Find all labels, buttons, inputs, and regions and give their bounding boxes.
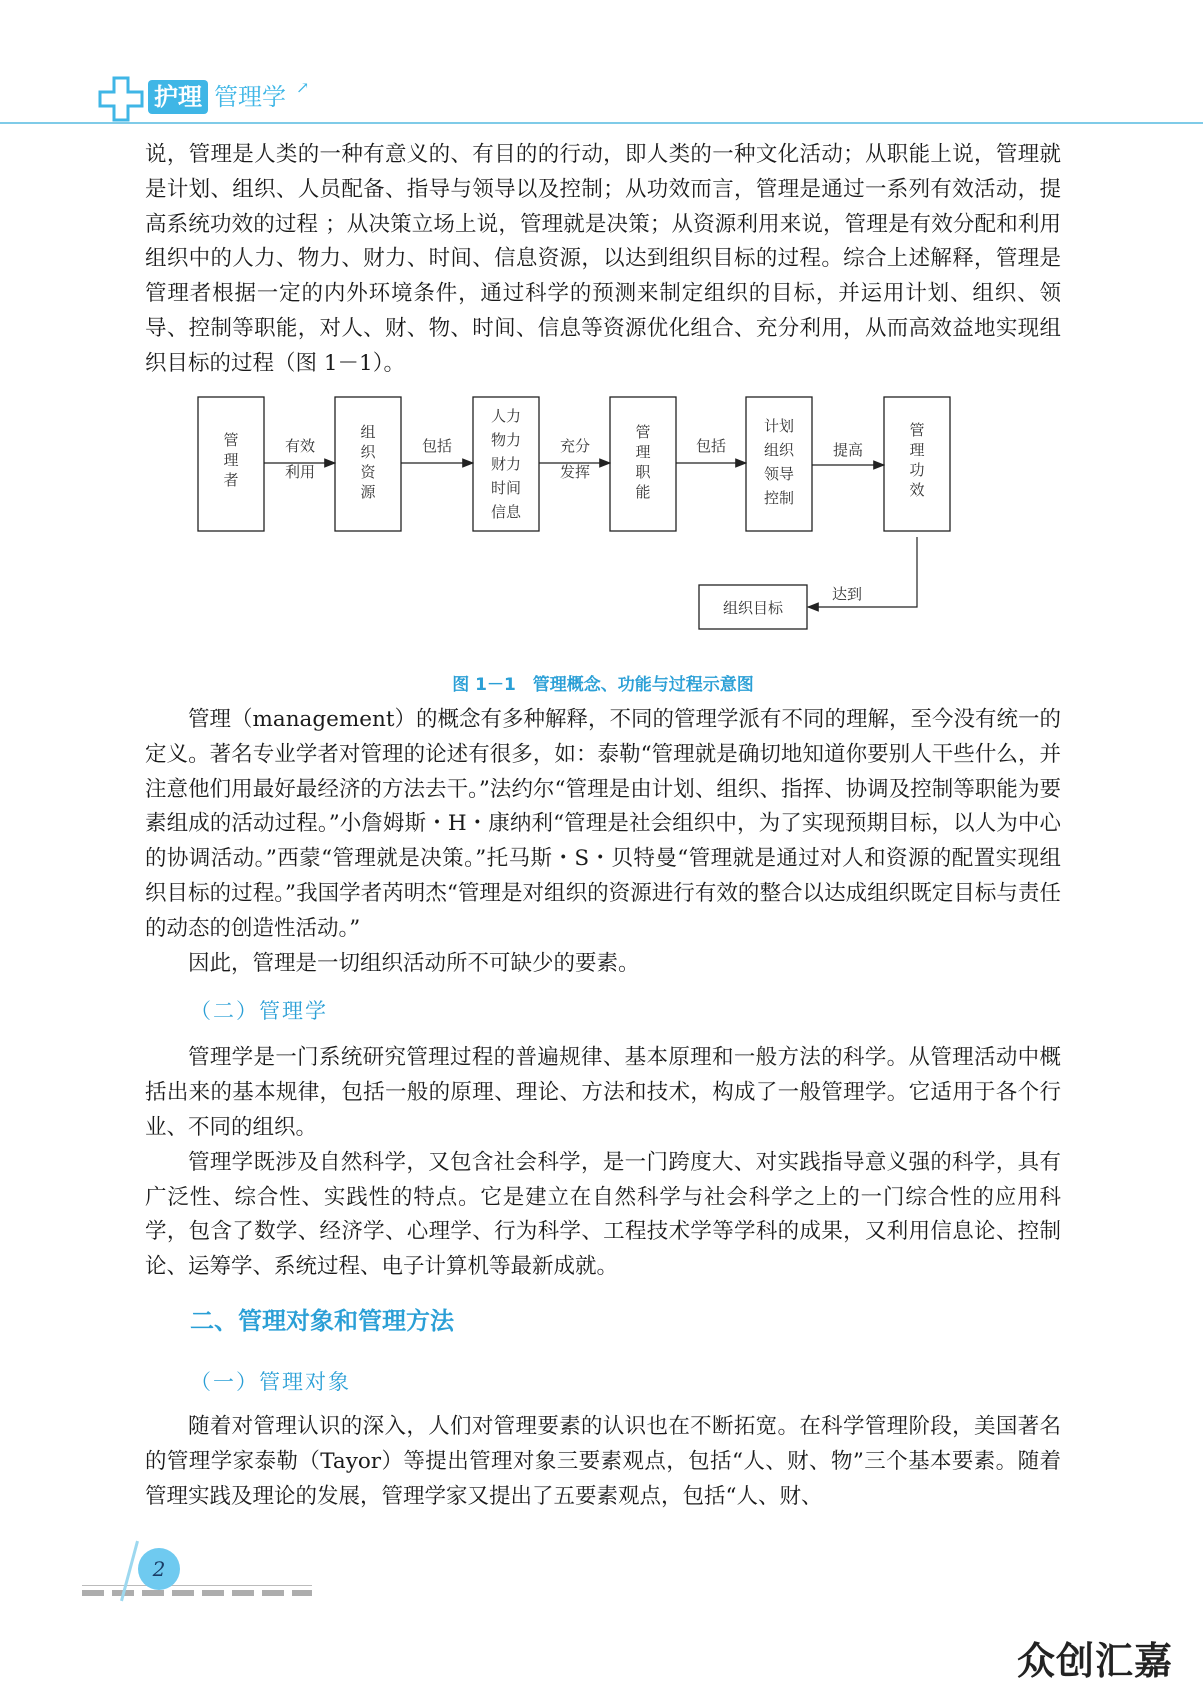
svg-text:管: 管: [635, 423, 651, 441]
header-divider: [0, 122, 1203, 124]
svg-text:领导: 领导: [763, 465, 795, 483]
paragraph-management-elements: 随着对管理认识的深入，人们对管理要素的认识也在不断拓宽。在科学管理阶段，美国著名的管理学家泰勒（Tayor）等提出管理对象三要素观点，包括“人、财、物”三个基本要素。随着管理实践及理论的发展，管理学家又提出了五要素观点，包括“人、财、: [145, 1413, 1061, 1509]
svg-text:织: 织: [360, 443, 376, 461]
subheading-management-objects: （一）管理对象: [190, 1369, 351, 1394]
series-label: 护理: [148, 80, 208, 114]
svg-text:组: 组: [360, 423, 376, 441]
box-org-goal-label: 组织目标: [722, 599, 784, 617]
svg-text:管: 管: [909, 421, 925, 439]
svg-text:信息: 信息: [490, 503, 522, 521]
arrow-2-label: 包括: [421, 437, 453, 455]
svg-text:能: 能: [635, 483, 651, 501]
svg-text:理: 理: [909, 441, 925, 459]
box-manager-char2: 理: [223, 451, 239, 469]
paragraph-definitions-quotes: 管理（management）的概念有多种解释，不同的管理学派有不同的理解，至今没有统一的定义。著名专业学者对管理的论述有很多，如：泰勒“管理就是确切地知道你要别人干些什么，并注意他们用最好最经济的方法去干。”法约尔“管理是由计划、组织、指挥、协调及控制等职能为要素组成的活动过程。”小詹姆斯・H・康纳利“管理是社会组织中，为了实现预期目标，以人为中心的协调活动。”西蒙“管理就是决策。”托马斯・S・贝特曼“管理就是通过对人和资源的配置实现组织目标的过程。”我国学者芮明杰“管理是对组织的资源进行有效的整合以达成组织既定目标与责任的动态的创造性活动。”: [145, 707, 1061, 941]
figure-caption: 图 1－1 管理概念、功能与过程示意图: [452, 675, 754, 695]
body-text-bottom: [145, 703, 1061, 1514]
footer-rule: [82, 1585, 312, 1586]
box-manager-char1: 管: [223, 431, 239, 449]
arrow-1-label-line2: 利用: [284, 463, 316, 481]
paragraph-conclusion: 因此，管理是一切组织活动所不可缺少的要素。: [188, 950, 640, 976]
svg-text:时间: 时间: [490, 479, 522, 497]
svg-text:效: 效: [909, 481, 925, 499]
svg-text:财力: 财力: [490, 455, 522, 473]
book-title: 管理学: [214, 83, 286, 111]
box-manager-char3: 者: [223, 471, 239, 489]
arrow-6-label: 达到: [831, 585, 863, 603]
management-process-diagram: [185, 385, 1025, 650]
arrow-6: [808, 537, 917, 607]
section-heading-objects-methods: 二、管理对象和管理方法: [190, 1306, 454, 1335]
subheading-management-science: （二）管理学: [190, 999, 328, 1024]
paragraph-management-science: 管理学是一门系统研究管理过程的普遍规律、基本原理和一般方法的科学。从管理活动中概括出来的基本规律，包括一般的原理、理论、方法和技术，构成了一般管理学。它适用于各个行业、不同的组织。: [145, 1045, 1061, 1140]
page-number: 2: [138, 1548, 180, 1590]
body-text-top: [145, 138, 1061, 382]
paragraph-definition: 说，管理是人类的一种有意义的、有目的的行动，即人类的一种文化活动；从职能上说，管理就是计划、组织、人员配备、指导与领导以及控制；从功效而言，管理是通过一系列有效活动，提高系统功效的过程 ；从决策立场上说，管理就是决策；从资源利用来说，管理是有效分配和利用组织中的人力、物力、财力、时间、信息资源，以达到组织目标的过程。综合上述解释，管理是管理者根据一定的内外环境条件，通过科学的预测来制定组织的目标，并运用计划、组织、领导、控制等职能，对人、财、物、时间、信息等资源优化组合、充分利用，从而高效益地实现组织目标的过程（图 1－1）。: [145, 142, 1061, 376]
arrow-3-label-line2: 发挥: [559, 463, 591, 481]
page-header: [0, 60, 1203, 130]
svg-text:人力: 人力: [490, 407, 522, 425]
page-footer: [0, 1540, 1203, 1600]
arrow-1-label-line1: 有效: [284, 437, 316, 455]
footer-dashes: [82, 1590, 312, 1596]
arrow-icon: ↗: [296, 78, 310, 97]
svg-text:功: 功: [909, 461, 925, 479]
svg-text:职: 职: [635, 463, 651, 481]
svg-text:组织: 组织: [763, 441, 795, 459]
svg-text:资: 资: [360, 463, 376, 481]
arrow-3-label-line1: 充分: [559, 437, 591, 455]
svg-text:物力: 物力: [490, 431, 522, 449]
svg-text:控制: 控制: [763, 489, 795, 507]
watermark: 众创汇嘉: [1017, 1639, 1174, 1683]
svg-text:源: 源: [360, 483, 376, 501]
arrow-4-label: 包括: [695, 437, 727, 455]
arrow-5-label: 提高: [832, 441, 864, 459]
paragraph-management-features: 管理学既涉及自然科学，又包含社会科学，是一门跨度大、对实践指导意义强的科学，具有广泛性、综合性、实践性的特点。它是建立在自然科学与社会科学之上的一门综合性的应用科学，包含了数学、经济学、心理学、行为科学、工程技术学等学科的成果，又利用信息论、控制论、运筹学、系统过程、电子计算机等最新成就。: [145, 1149, 1061, 1280]
medical-cross-icon: [98, 76, 144, 122]
svg-text:理: 理: [635, 443, 651, 461]
svg-text:计划: 计划: [763, 417, 795, 435]
